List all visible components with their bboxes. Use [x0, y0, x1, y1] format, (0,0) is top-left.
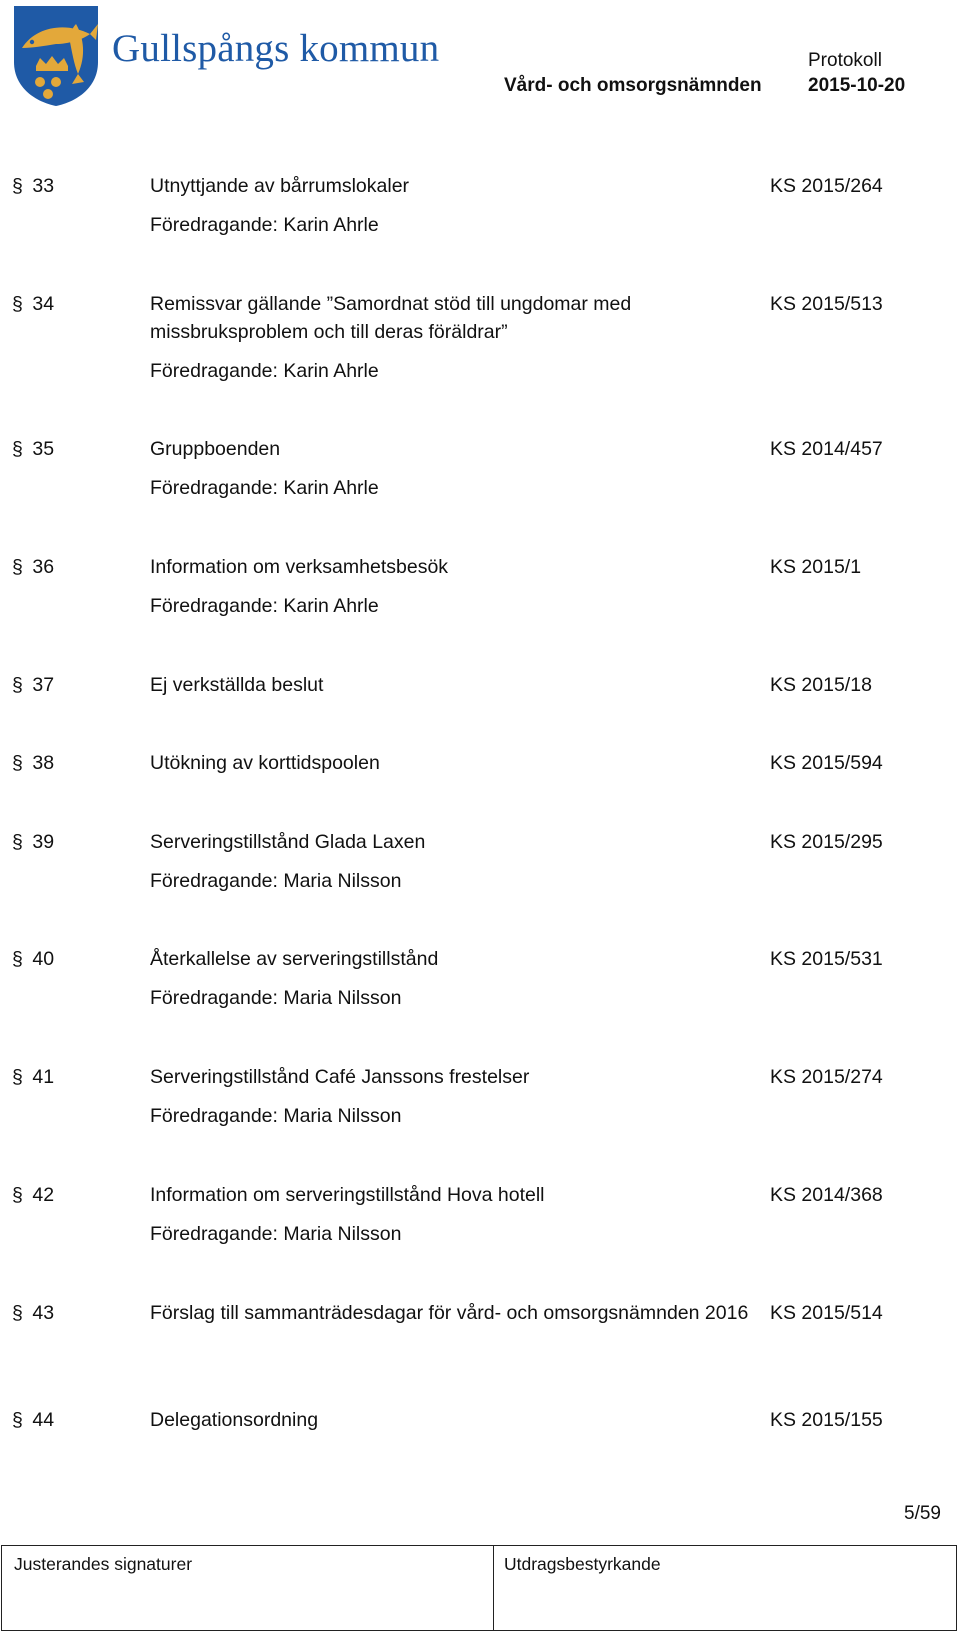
committee-name: Vård- och omsorgsnämnden — [504, 75, 762, 96]
item-title: Information om verksamhetsbesök — [150, 556, 449, 578]
organization-name: Gullspångs kommun — [112, 27, 440, 70]
item-number: § 33 — [12, 172, 54, 200]
item-number: § 43 — [12, 1299, 54, 1327]
item-reference: KS 2015/295 — [770, 831, 883, 853]
item-presenter: Föredragande: Maria Nilsson — [150, 987, 402, 1009]
document-type: Protokoll — [808, 50, 882, 71]
item-reference: KS 2015/274 — [770, 1066, 883, 1088]
item-reference: KS 2015/513 — [770, 293, 883, 315]
item-title: Serveringstillstånd Café Janssons frestelser — [150, 1066, 530, 1088]
item-number: § 37 — [12, 671, 54, 699]
paragraph-sign: § — [12, 1302, 23, 1324]
item-number: § 42 — [12, 1181, 54, 1209]
item-reference: KS 2014/368 — [770, 1184, 883, 1206]
item-number: § 35 — [12, 435, 54, 463]
item-title: Utökning av korttidspoolen — [150, 752, 380, 774]
item-title: Information om serveringstillstånd Hova hotell — [150, 1184, 545, 1206]
item-reference: KS 2014/457 — [770, 438, 883, 460]
paragraph-sign: § — [12, 175, 23, 197]
paragraph-sign: § — [12, 831, 23, 853]
item-reference: KS 2015/514 — [770, 1302, 883, 1324]
item-reference: KS 2015/155 — [770, 1409, 883, 1431]
item-title: Återkallelse av serveringstillstånd — [150, 948, 439, 970]
item-number: § 38 — [12, 749, 54, 777]
item-title: Delegationsordning — [150, 1409, 319, 1431]
coat-of-arms-icon — [12, 4, 100, 108]
item-presenter: Föredragande: Maria Nilsson — [150, 1105, 402, 1127]
item-title: Remissvar gällande ”Samordnat stöd till ungdomar med missbruksproblem och till deras föräldrar” — [150, 293, 632, 343]
signature-footer — [1, 1545, 957, 1631]
item-title: Förslag till sammanträdesdagar för vård- och omsorgsnämnden 2016 — [150, 1302, 749, 1324]
paragraph-sign: § — [12, 1066, 23, 1088]
item-reference: KS 2015/594 — [770, 752, 883, 774]
paragraph-sign: § — [12, 293, 23, 315]
item-title: Serveringstillstånd Glada Laxen — [150, 831, 426, 853]
item-presenter: Föredragande: Maria Nilsson — [150, 1223, 402, 1245]
item-presenter: Föredragande: Karin Ahrle — [150, 360, 379, 382]
paragraph-sign: § — [12, 752, 23, 774]
item-number: § 36 — [12, 553, 54, 581]
paragraph-sign: § — [12, 438, 23, 460]
item-presenter: Föredragande: Karin Ahrle — [150, 477, 379, 499]
item-number: § 41 — [12, 1063, 54, 1091]
item-number: § 44 — [12, 1406, 54, 1434]
page-number: 5/59 — [904, 1503, 941, 1524]
item-number: § 39 — [12, 828, 54, 856]
item-number: § 34 — [12, 290, 54, 318]
footer-divider — [493, 1546, 494, 1630]
item-number: § 40 — [12, 945, 54, 973]
extract-certification-label: Utdragsbestyrkande — [504, 1554, 661, 1574]
paragraph-sign: § — [12, 1184, 23, 1206]
item-title: Ej verkställda beslut — [150, 674, 324, 696]
item-reference: KS 2015/531 — [770, 948, 883, 970]
item-title: Gruppboenden — [150, 438, 281, 460]
meeting-date: 2015-10-20 — [808, 75, 906, 96]
item-presenter: Föredragande: Karin Ahrle — [150, 595, 379, 617]
item-reference: KS 2015/18 — [770, 674, 872, 696]
item-title: Utnyttjande av bårrumslokaler — [150, 175, 410, 197]
paragraph-sign: § — [12, 948, 23, 970]
paragraph-sign: § — [12, 556, 23, 578]
item-reference: KS 2015/264 — [770, 175, 883, 197]
item-reference: KS 2015/1 — [770, 556, 862, 578]
item-presenter: Föredragande: Karin Ahrle — [150, 214, 379, 236]
paragraph-sign: § — [12, 674, 23, 696]
paragraph-sign: § — [12, 1409, 23, 1431]
adjusters-signatures-label: Justerandes signaturer — [14, 1554, 193, 1574]
item-presenter: Föredragande: Maria Nilsson — [150, 870, 402, 892]
